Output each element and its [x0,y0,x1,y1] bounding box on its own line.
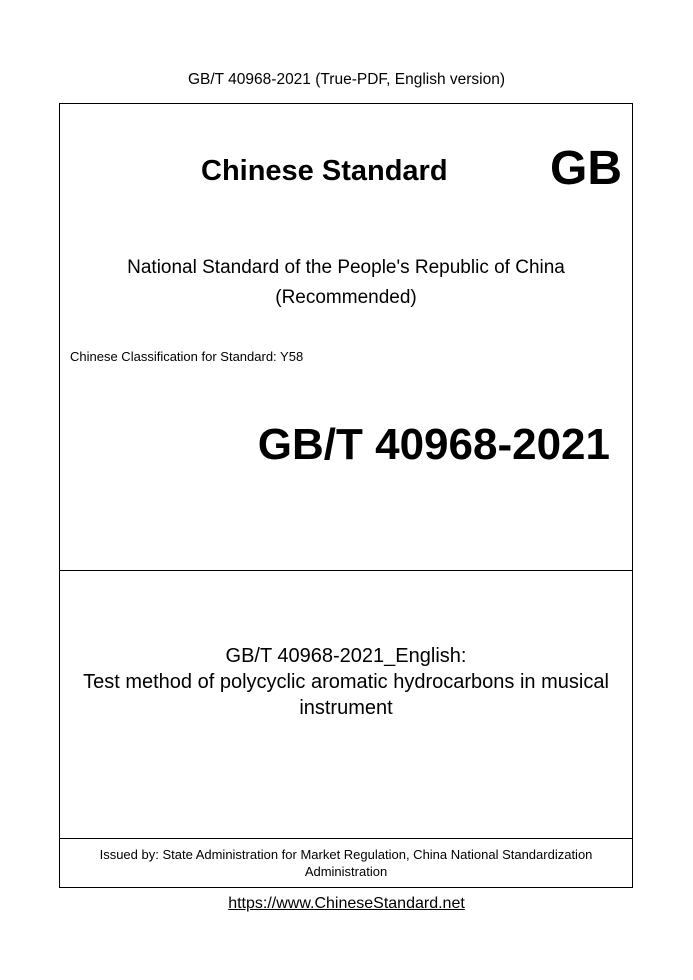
website-link[interactable]: https://www.ChineseStandard.net [228,895,465,912]
cover-title-section [60,571,632,839]
national-standard-line: National Standard of the People's Republic of China [127,257,565,278]
issuer-line-1: Issued by: State Administration for Market Regulation, China National Standardization [99,847,593,862]
standard-label: Chinese Standard [201,155,448,187]
gb-mark: GB [550,142,622,195]
issuer-line-2: Administration [304,864,388,879]
cover-top-section [60,104,632,571]
cover-frame [59,103,633,888]
standard-number: GB/T 40968-2021 [257,420,610,469]
document-header: GB/T 40968-2021 (True-PDF, English version) [187,71,506,88]
title-line-2: Test method of polycyclic aromatic hydrocarbons in musical [83,671,609,693]
title-line-1: GB/T 40968-2021_English: [225,645,467,667]
recommended-line: (Recommended) [275,287,417,308]
issuer-section [60,839,632,887]
title-line-3: instrument [299,697,393,719]
issuer-text [60,846,632,880]
classification-line: Chinese Classification for Standard: Y58 [70,349,304,364]
document-title [60,643,632,721]
